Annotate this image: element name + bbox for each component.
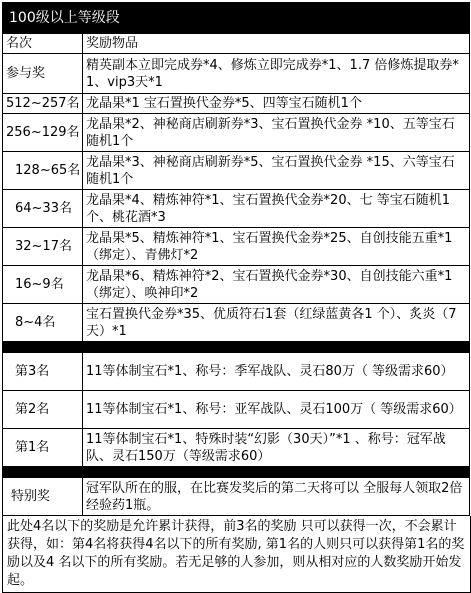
table-row: [3, 114, 470, 152]
table-row: [3, 54, 470, 94]
header-rank: 名次: [3, 34, 83, 54]
table-row: [3, 266, 470, 304]
rank-cell: 256~129名: [3, 114, 83, 152]
reward-cell: 精英副本立即完成券*4、修炼立即完成券*1、1.7 倍修炼提取券*1、vip3天*1: [83, 54, 470, 94]
table-row: [3, 304, 470, 342]
section-divider: [3, 342, 470, 353]
footnote-text: 此处4名以下的奖励是允许累计获得，前3名的奖励 只可以获得一次，不会累计获得，如：第4名将获得4名以下的所有奖励, 第1名的人则只可以获得第1名的奖励以及4 名以下的所有奖励。若无足够的人参加，则从相对应的人数奖励开始发起。: [2, 516, 471, 593]
rank-cell: 特别奖: [3, 478, 83, 516]
table-row: [3, 228, 470, 266]
table-row: [3, 391, 470, 429]
rank-cell: 参与奖: [3, 54, 83, 94]
rank-cell: 第2名: [3, 391, 83, 429]
title-row: [3, 3, 470, 34]
header-rewards: 奖励物品: [83, 34, 470, 54]
table-title: 100级以上等级段: [3, 3, 470, 34]
table-row: [3, 94, 470, 114]
rank-cell: 512~257名: [3, 94, 83, 114]
reward-cell: 宝石置换代金券*35、优质符石1套（红绿蓝黄各1 个）、炙炎（7天）*1: [83, 304, 470, 342]
rank-cell: 第3名: [3, 353, 83, 391]
rank-cell: 32~17名: [3, 228, 83, 266]
reward-table: [2, 2, 470, 516]
reward-cell: 龙晶果*1 宝石置换代金券*5、四等宝石随机1个: [83, 94, 470, 114]
rank-cell: 16~9名: [3, 266, 83, 304]
reward-cell: 11等体制宝石*1、称号：季军战队、灵石80万（ 等级需求60）: [83, 353, 470, 391]
rank-cell: 128~65名: [3, 152, 83, 190]
reward-cell: 冠军队所在的服，在比赛发奖后的第二天将可以 全服每人领取2倍经验药1瓶。: [83, 478, 470, 516]
reward-cell: 龙晶果*4、精炼神符*1、宝石置换代金券*20、七 等宝石随机1个、桃花酒*3: [83, 190, 470, 228]
table-row: [3, 353, 470, 391]
rank-cell: 第1名: [3, 429, 83, 467]
table-row: [3, 190, 470, 228]
reward-cell: 11等体制宝石*1、特殊时装“幻影（30天）”*1 、称号：冠军战队、灵石150万（等级需求60）: [83, 429, 470, 467]
rank-cell: 8~4名: [3, 304, 83, 342]
reward-cell: 11等体制宝石*1、称号：亚军战队、灵石100万（ 等级需求60）: [83, 391, 470, 429]
table-row: [3, 152, 470, 190]
reward-document: [2, 2, 469, 593]
header-row: [3, 34, 470, 54]
table-row: [3, 429, 470, 467]
reward-cell: 龙晶果*3、神秘商店刷新券*5、宝石置换代金券 *15、六等宝石随机1个: [83, 152, 470, 190]
reward-cell: 龙晶果*6、精炼神符*2、宝石置换代金券*30、自创技能六重*1（绑定）、唤神印*2: [83, 266, 470, 304]
reward-cell: 龙晶果*2、神秘商店刷新券*3、宝石置换代金券 *10、五等宝石随机1个: [83, 114, 470, 152]
reward-cell: 龙晶果*5、精炼神符*1、宝石置换代金券*25、自创技能五重*1（绑定）、青佛灯*2: [83, 228, 470, 266]
section-divider: [3, 467, 470, 478]
rank-cell: 64~33名: [3, 190, 83, 228]
table-row: [3, 478, 470, 516]
